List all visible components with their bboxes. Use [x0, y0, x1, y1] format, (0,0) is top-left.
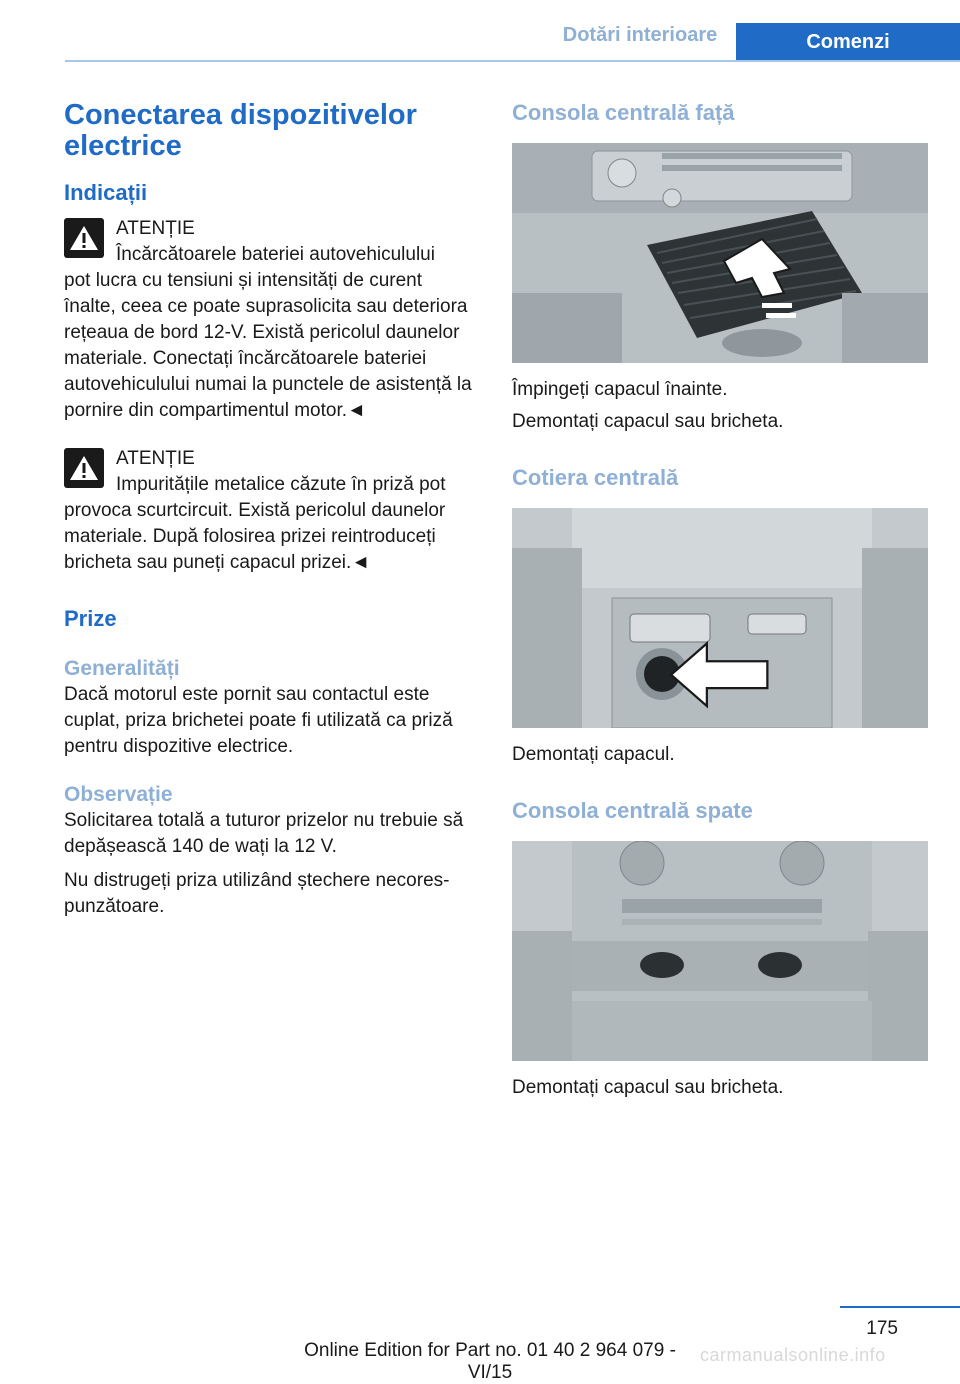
- page-number: 175: [866, 1318, 898, 1339]
- armrest-text: Demontați capacul.: [512, 744, 675, 765]
- warning-icon: [64, 448, 104, 488]
- heading-generalitati: Generalități: [64, 657, 180, 680]
- front-text-1: Împingeți capacul înainte.: [512, 379, 728, 400]
- warning-block-1: [64, 216, 474, 424]
- warning-title: ATENȚIE: [116, 218, 195, 239]
- watermark: carmanualsonline.info: [700, 1345, 886, 1365]
- heading-prize: Prize: [64, 606, 117, 631]
- armrest-photo: [512, 508, 928, 728]
- warning-text: provoca scurtcircuit. Există pericolul daunelor materiale. După folosirea prizei reintroduceți bricheta sau puneți capacul prizei.◄: [64, 500, 446, 573]
- heading-front-console: Consola centrală față: [512, 100, 735, 125]
- section-tab[interactable]: Dotări interioare: [562, 24, 718, 46]
- warning-icon: [64, 218, 104, 258]
- rear-console-photo: [512, 841, 928, 1061]
- footer-rule: [840, 1306, 960, 1308]
- chapter-tab[interactable]: Comenzi: [736, 23, 960, 61]
- page-title: Conectarea dispozitivelor electrice: [64, 99, 417, 162]
- front-text-2: Demontați capacul sau bricheta.: [512, 411, 784, 432]
- heading-observatie: Observație: [64, 783, 173, 806]
- front-console-photo: [512, 143, 928, 363]
- warning-title: ATENȚIE: [116, 448, 195, 469]
- heading-armrest: Cotiera centrală: [512, 465, 679, 490]
- edition-line: Online Edition for Part no. 01 40 2 964 079 - VI/15: [304, 1340, 676, 1383]
- warning-text-first-line: Încărcătoarele bateriei autovehiculului: [116, 244, 435, 265]
- heading-indicatii: Indicații: [64, 180, 148, 205]
- left-column: [64, 100, 474, 920]
- warning-text: pot lucra cu tensiuni și intensități de curent înalte, ceea ce poate suprasolicita sau deteriora rețeaua de bord 12-V. Există pericolul daunelor materiale. Conectați încărcătoarele bateriei autovehiculului numai la punctele de asistență la pornire din compartimentul motor.◄: [64, 270, 472, 421]
- header-rule: [65, 60, 960, 62]
- observatie-text-2: Nu distrugeți priza utilizând ștechere necorespunzătoare.: [64, 870, 450, 917]
- right-column: [512, 100, 928, 1101]
- observatie-text-1: Solicitarea totală a tuturor prizelor nu trebuie să depășească 140 de wați la 12 V.: [64, 810, 464, 857]
- warning-text-first-line: Impuritățile metalice căzute în priză pot: [116, 474, 446, 495]
- warning-block-2: [64, 446, 474, 576]
- generalitati-text: Dacă motorul este pornit sau contactul este cuplat, priza brichetei poate fi utilizată ca priză pentru dispozitive electrice.: [64, 684, 453, 757]
- rear-text: Demontați capacul sau bricheta.: [512, 1077, 784, 1098]
- heading-rear-console: Consola centrală spate: [512, 798, 753, 823]
